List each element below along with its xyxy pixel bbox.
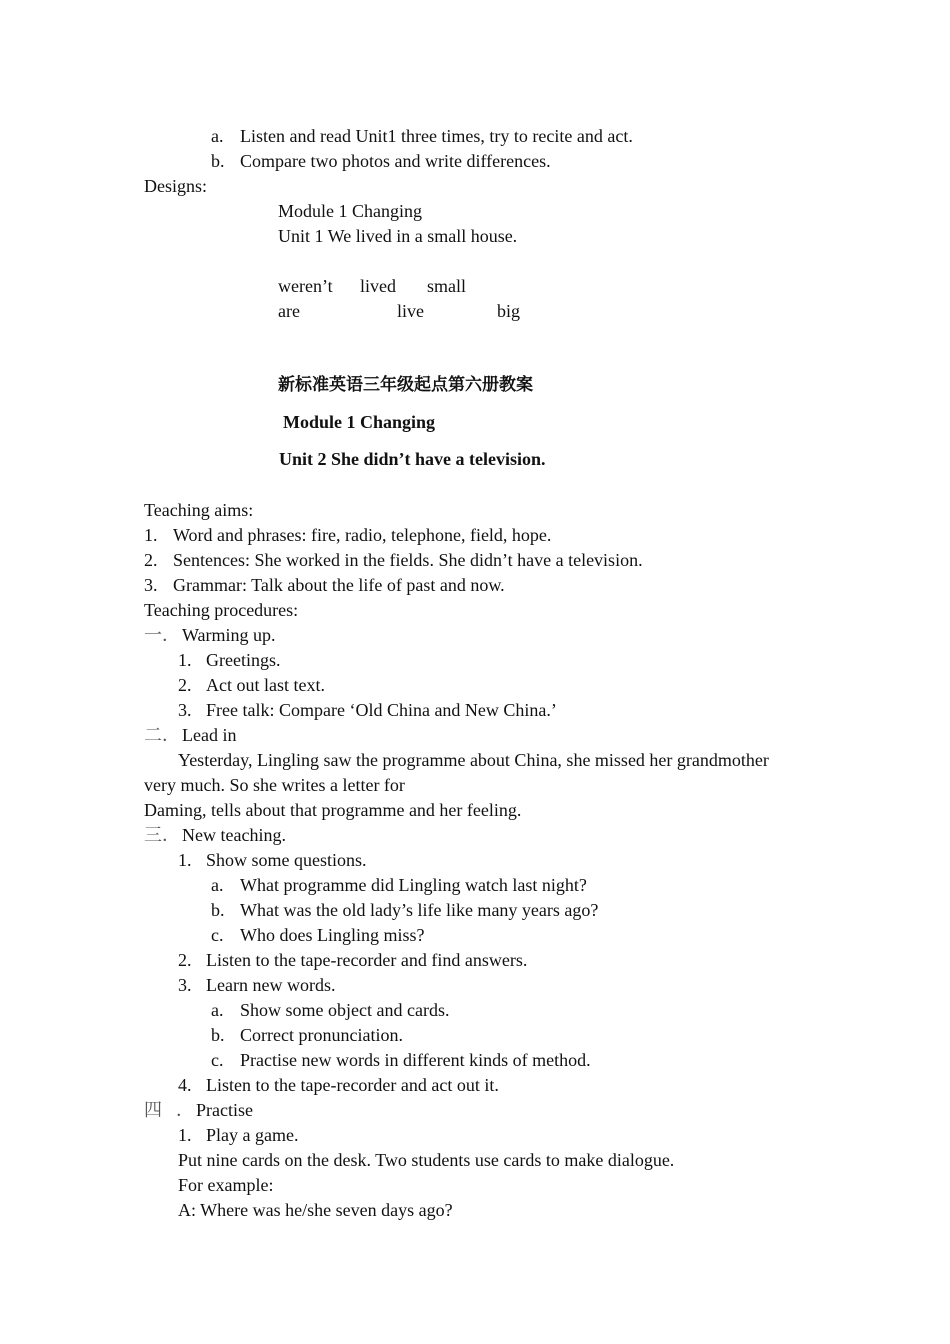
teaching-aims-label: Teaching aims:: [144, 500, 254, 520]
list-number: 1.: [178, 1125, 192, 1145]
list-text: Compare two photos and write differences.: [240, 151, 551, 171]
list-item: [178, 1123, 298, 1148]
paragraph-line: Put nine cards on the desk. Two students use cards to make dialogue.: [178, 1150, 675, 1170]
list-text: Correct pronunciation.: [240, 1025, 403, 1045]
list-text: Act out last text.: [206, 675, 325, 695]
list-item: [211, 149, 551, 174]
list-text: Show some questions.: [206, 850, 367, 870]
list-marker: b.: [211, 1025, 225, 1045]
paragraph-line: Daming, tells about that programme and her feeling.: [144, 800, 522, 820]
list-text: Learn new words.: [206, 975, 336, 995]
list-item: [178, 1073, 499, 1098]
list-item: [211, 898, 598, 923]
list-item: [144, 548, 643, 573]
designs-word: are: [278, 301, 300, 321]
list-text: Free talk: Compare ‘Old China and New China.’: [206, 700, 557, 720]
paragraph-line: very much. So she writes a letter for: [144, 775, 405, 795]
list-marker: c.: [211, 1050, 224, 1070]
list-item: [178, 973, 335, 998]
section-heading: [144, 623, 276, 648]
designs-label: Designs:: [144, 176, 207, 196]
list-marker: a.: [211, 126, 224, 146]
unit-title: Unit 2 She didn’t have a television.: [279, 449, 546, 469]
designs-word: weren’t: [278, 276, 333, 296]
list-item: [211, 998, 449, 1023]
list-text: What was the old lady’s life like many years ago?: [240, 900, 599, 920]
list-item: [211, 1023, 403, 1048]
designs-word: live: [397, 301, 424, 321]
list-item: [178, 673, 325, 698]
list-text: Listen to the tape-recorder and act out it.: [206, 1075, 499, 1095]
teaching-procedures-label: Teaching procedures:: [144, 600, 299, 620]
list-item: [211, 1048, 591, 1073]
designs-word: small: [427, 276, 466, 296]
list-number: 3.: [178, 700, 192, 720]
list-text: Greetings.: [206, 650, 281, 670]
list-item: [211, 873, 587, 898]
section-marker: 一．: [144, 625, 180, 646]
page-title-chinese: 新标准英语三年级起点第六册教案: [278, 375, 533, 395]
list-text: Listen to the tape-recorder and find answers.: [206, 950, 528, 970]
list-number: 2.: [178, 675, 192, 695]
list-text: Who does Lingling miss?: [240, 925, 425, 945]
list-text: Sentences: She worked in the fields. She didn’t have a television.: [173, 550, 643, 570]
designs-word: big: [497, 301, 521, 321]
section-marker: 二．: [144, 725, 180, 746]
section-heading: [144, 823, 286, 848]
section-marker: 四: [144, 1100, 162, 1121]
list-item: [144, 523, 551, 548]
list-text: Word and phrases: fire, radio, telephone, field, hope.: [173, 525, 552, 545]
list-marker: b.: [211, 151, 225, 171]
module-title: Module 1 Changing: [283, 412, 436, 432]
list-number: 3.: [178, 975, 192, 995]
list-item: [178, 848, 367, 873]
list-number: 4.: [178, 1075, 192, 1095]
designs-word: lived: [360, 276, 396, 296]
list-item: [178, 648, 280, 673]
list-marker: b.: [211, 900, 225, 920]
list-text: Practise new words in different kinds of method.: [240, 1050, 591, 1070]
list-text: Listen and read Unit1 three times, try to recite and act.: [240, 126, 633, 146]
section-marker: 三．: [144, 825, 180, 846]
list-item: [211, 124, 633, 149]
list-number: 1.: [144, 525, 158, 545]
paragraph-line: For example:: [178, 1175, 274, 1195]
list-marker: a.: [211, 1000, 224, 1020]
section-title: Practise: [196, 1100, 253, 1120]
list-text: Show some object and cards.: [240, 1000, 450, 1020]
list-number: 1.: [178, 850, 192, 870]
list-text: Grammar: Talk about the life of past and now.: [173, 575, 505, 595]
section-heading: [144, 1098, 253, 1123]
list-item: [144, 573, 505, 598]
paragraph-line: Yesterday, Lingling saw the programme about China, she missed her grandmother: [178, 750, 769, 770]
list-item: [178, 698, 557, 723]
designs-unit-line: Unit 1 We lived in a small house.: [278, 226, 518, 246]
list-marker: c.: [211, 925, 224, 945]
list-text: What programme did Lingling watch last night?: [240, 875, 587, 895]
section-title: Warming up.: [182, 625, 276, 645]
designs-module-line: Module 1 Changing: [278, 201, 422, 221]
section-heading: [144, 723, 236, 748]
list-item: [211, 923, 424, 948]
list-number: 1.: [178, 650, 192, 670]
list-number: 3.: [144, 575, 158, 595]
section-marker-dot: ．: [176, 1100, 194, 1121]
list-item: [178, 948, 527, 973]
list-text: Play a game.: [206, 1125, 299, 1145]
paragraph-line: A: Where was he/she seven days ago?: [178, 1200, 453, 1220]
section-title: Lead in: [182, 725, 237, 745]
list-number: 2.: [178, 950, 192, 970]
list-marker: a.: [211, 875, 224, 895]
section-title: New teaching.: [182, 825, 286, 845]
list-number: 2.: [144, 550, 158, 570]
